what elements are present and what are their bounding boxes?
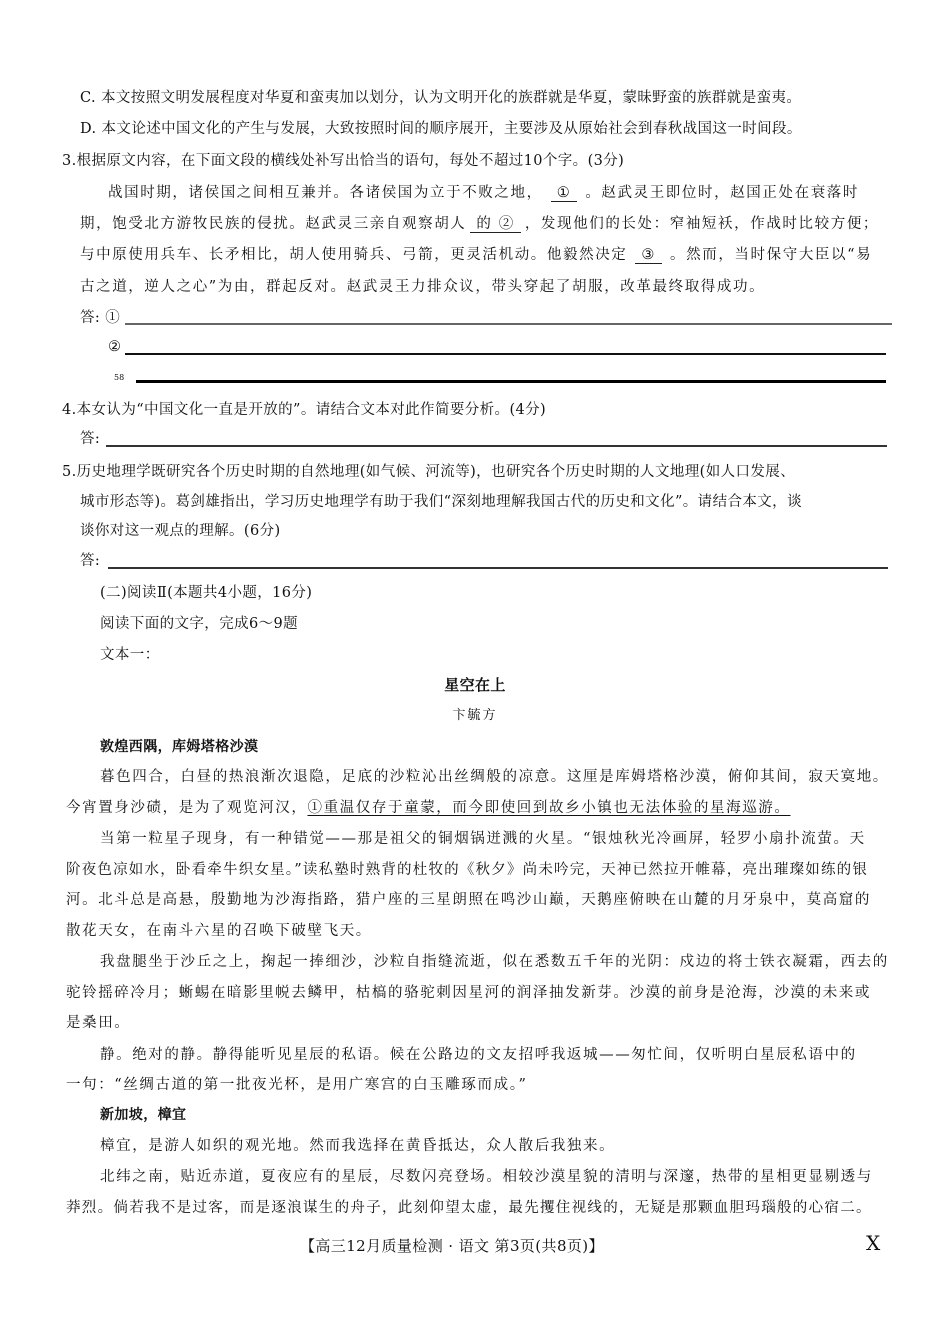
q3-passage-line-4: 古之道，逆人之心”为由，群起反对。赵武灵王力排众议，带头穿起了胡服，改革最终取得成功。	[80, 279, 766, 295]
q5-answer-label: 答:	[80, 553, 101, 569]
answer-number-1: ①	[105, 310, 121, 326]
option-d: D. 本文论述中国文化的产生与发展，大致按照时间的顺序展开，主要涉及从原始社会到春秋战国这一时间段。	[80, 121, 802, 137]
section-2-heading: (二)阅读Ⅱ(本题共4小题，16分)	[100, 585, 313, 601]
article-para-1-line-1: 暮色四合，白昼的热浪渐次退隐，足底的沙粒沁出丝绸般的凉意。这厘是库姆塔格沙漠，俯仰其间，寂天寞地。	[100, 769, 889, 785]
q3-blank-3: ③	[635, 247, 662, 264]
article-para-2-line-4: 散花天女，在南斗六星的召唤下破壁飞天。	[66, 923, 372, 939]
article-title: 星空在上	[444, 676, 506, 694]
footer-mark: X	[866, 1231, 881, 1255]
article-para-6-line-1: 北纬之南，贴近赤道，夏夜应有的星辰，尽数闪亮登场。相较沙漠星貌的清明与深邃，热带的星相更显剔透与	[100, 1169, 873, 1185]
q3-blank-1: ①	[551, 185, 578, 202]
q3-text: ，发现他们的长处：窄袖短袄，作战时比较方便；	[524, 216, 880, 232]
q4-answer-line[interactable]	[106, 445, 887, 447]
subhead-kumtag-desert: 敦煌西隅，库姆塔格沙漠	[100, 739, 259, 755]
q3-blank-2: 的 ②	[470, 216, 520, 233]
question-3-prompt: 3.根据原文内容，在下面文段的横线处补写出恰当的语句，每处不超过10个字。(3分)	[62, 153, 625, 169]
section-2-instruction: 阅读下面的文字，完成6～9题	[100, 616, 299, 632]
underlined-sentence-1: ①重温仅存于童蒙，而今即使回到故乡小镇也无法体验的星海巡游。	[307, 800, 791, 816]
page-footer: 【高三12月质量检测 · 语文 第3页(共8页)】	[300, 1237, 604, 1255]
q3-passage-line-3	[80, 245, 872, 265]
question-5-line-1: 5.历史地理学既研究各个历史时期的自然地理(如气候、河流等)，也研究各个历史时期的人文地理(如人口发展、	[62, 464, 796, 480]
q3-answer-line-3[interactable]	[136, 380, 886, 383]
article-para-4-line-1: 静。绝对的静。静得能听见星辰的私语。候在公路边的文友招呼我返城——匆忙间，仅听明白星辰私语中的	[100, 1047, 857, 1063]
article-text: 今宵置身沙碛，是为了观览河汉，	[66, 800, 308, 816]
article-para-6-line-2: 莽烈。倘若我不是过客，而是逐浪谋生的舟子，此刻仰望太虚，最先攫住视线的，无疑是那颗血胆玛瑙般的心宿二。	[66, 1200, 872, 1216]
article-para-1-line-2	[66, 798, 791, 818]
text-one-label: 文本一：	[100, 647, 160, 663]
article-para-2-line-3: 河。北斗总是高悬，殷勤地为沙海指路，猎户座的三星朗照在鸣沙山巅，天鹅座俯映在山麓的月牙泉中，莫高窟的	[66, 892, 871, 908]
option-c: C. 本文按照文明发展程度对华夏和蛮夷加以划分，认为文明开化的族群就是华夏，蒙昧野蛮的族群就是蛮夷。	[80, 90, 802, 106]
question-4-prompt: 4.本女认为“中国文化一直是开放的”。请结合文本对此作简要分析。(4分)	[62, 402, 547, 418]
q3-answer-line-2[interactable]	[125, 353, 886, 355]
article-para-4-line-2: 一句：“丝绸古道的第一批夜光杯，是用广寒宫的白玉雕琢而成。”	[66, 1077, 528, 1093]
article-para-2-line-1: 当第一粒星子现身，有一种错觉——那是祖父的铜烟锅迸溅的火星。“银烛秋光冷画屏，轻罗小扇扑流萤。天	[100, 831, 866, 847]
article-para-5: 樟宜，是游人如织的观光地。然而我选择在黄昏抵达，众人散后我独来。	[100, 1138, 616, 1154]
article-author: 卞毓方	[452, 708, 498, 723]
q3-text: 期，饱受北方游牧民族的侵扰。赵武灵三亲自观察胡人	[80, 216, 467, 232]
answer-number-3: 58	[114, 373, 125, 382]
q3-text: 。赵武灵王即位时，赵国正处在衰落时	[585, 185, 860, 201]
q3-passage-line-2	[80, 214, 879, 234]
q4-answer-label: 答:	[80, 431, 101, 447]
article-para-3-line-2: 驼铃摇碎冷月；蜥蜴在暗影里帨去鳞甲，枯槁的骆驼刺因星河的润泽抽发新芽。沙漠的前身是沧海，沙漠的未来或	[66, 985, 871, 1001]
q3-text: 。然而，当时保守大臣以“易	[670, 247, 873, 263]
question-5-line-2: 城市形态等)。葛剑雄指出，学习历史地理学有助于我们“深刻地理解我国古代的历史和文化”。请结合本文，谈	[80, 494, 802, 510]
answer-label: 答:	[80, 310, 101, 326]
q3-text: 战国时期，诸侯国之间相互兼并。各诸侯国为立于不败之地，	[108, 185, 543, 201]
q3-text: 与中原使用兵车、长矛相比，胡人使用骑兵、弓箭，更灵活机动。他毅然决定	[80, 247, 628, 263]
q3-answer-label	[80, 308, 120, 328]
q5-answer-line[interactable]	[108, 567, 888, 569]
q3-passage-line-1	[108, 183, 859, 203]
question-5-line-3: 谈你对这一观点的理解。(6分)	[80, 523, 281, 539]
article-para-3-line-3: 是桑田。	[66, 1015, 131, 1031]
subhead-changi: 新加坡，樟宜	[100, 1107, 187, 1123]
article-para-2-line-2: 阶夜色凉如水，卧看牵牛织女星。”读私塾时熟背的杜牧的《秋夕》尚未吟完，天神已然拉开帷幕，亮出璀璨如练的银	[66, 862, 869, 878]
answer-number-2: ②	[108, 339, 122, 355]
q3-answer-line-1[interactable]	[125, 323, 892, 325]
article-para-3-line-1: 我盘腿坐于沙丘之上，掬起一捧细沙，沙粒自指缝流逝，似在悉数五千年的光阴：戍边的将士铁衣凝霜，西去的	[100, 954, 889, 970]
